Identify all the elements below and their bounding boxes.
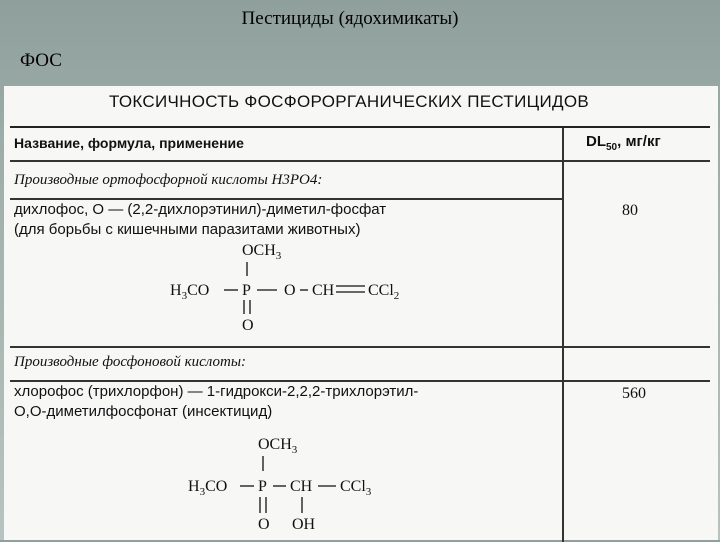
dichlorvos-structural-formula bbox=[160, 238, 420, 336]
column-header-dl50 bbox=[586, 133, 661, 153]
section-heading-phosphonic: Производные фосфоновой кислоты: bbox=[14, 354, 246, 370]
svg-text:O: O bbox=[284, 282, 296, 299]
dl-label: DL bbox=[586, 133, 606, 150]
svg-text:H3CO: $H_3CO$ bbox=[170, 282, 210, 302]
svg-text:CCl2: CCl$_2$ bbox=[368, 282, 400, 302]
dl50-value: 80 bbox=[622, 202, 638, 219]
svg-text:OCH3: $OCH_3$ bbox=[242, 242, 282, 262]
dl-unit: , мг/кг bbox=[617, 133, 661, 150]
svg-text:P: P bbox=[242, 282, 251, 299]
toxicity-table bbox=[10, 126, 710, 542]
document-title: ТОКСИЧНОСТЬ ФОСФОРОРГАНИЧЕСКИХ ПЕСТИЦИДОВ bbox=[108, 92, 590, 111]
svg-text:CH: CH bbox=[290, 478, 313, 495]
dl-subscript: 50 bbox=[606, 142, 618, 153]
section-divider bbox=[10, 346, 710, 348]
svg-text:CH: CH bbox=[312, 282, 335, 299]
svg-text:O: O bbox=[258, 516, 270, 533]
section-heading-orthophosphoric: Производные ортофосфорной кислоты H3PO4: bbox=[14, 172, 323, 188]
header-divider bbox=[10, 160, 710, 162]
item-name-line: дихлофос, О — (2,2-дихлорэтинил)-диметил-фосфат bbox=[14, 201, 387, 218]
svg-text:O: O bbox=[242, 317, 254, 334]
item-name-line: О,О-диметилфосфонат (инсектицид) bbox=[14, 403, 273, 420]
dl50-value: 560 bbox=[622, 385, 646, 402]
svg-text:OH: OH bbox=[292, 516, 316, 533]
slide-title: Пестициды (ядохимикаты) bbox=[241, 8, 459, 29]
svg-text:P: P bbox=[258, 478, 267, 495]
item-name-line: (для борьбы с кишечными паразитами животных) bbox=[14, 221, 361, 238]
column-header-name: Название, формула, применение bbox=[14, 135, 244, 151]
trichlorfon-structural-formula bbox=[180, 431, 410, 535]
svg-text:H3CO: $H_3CO$ bbox=[188, 478, 228, 498]
slide-subtitle: ФОС bbox=[20, 50, 62, 71]
svg-text:OCH3: $OCH_3$ bbox=[258, 436, 298, 456]
scanned-document bbox=[4, 86, 718, 540]
column-divider bbox=[562, 128, 564, 542]
svg-text:CCl3: CCl$_3$ bbox=[340, 478, 372, 498]
item-name-line: хлорофос (трихлорфон) — 1-гидрокси-2,2,2-трихлорэтил- bbox=[14, 383, 419, 400]
